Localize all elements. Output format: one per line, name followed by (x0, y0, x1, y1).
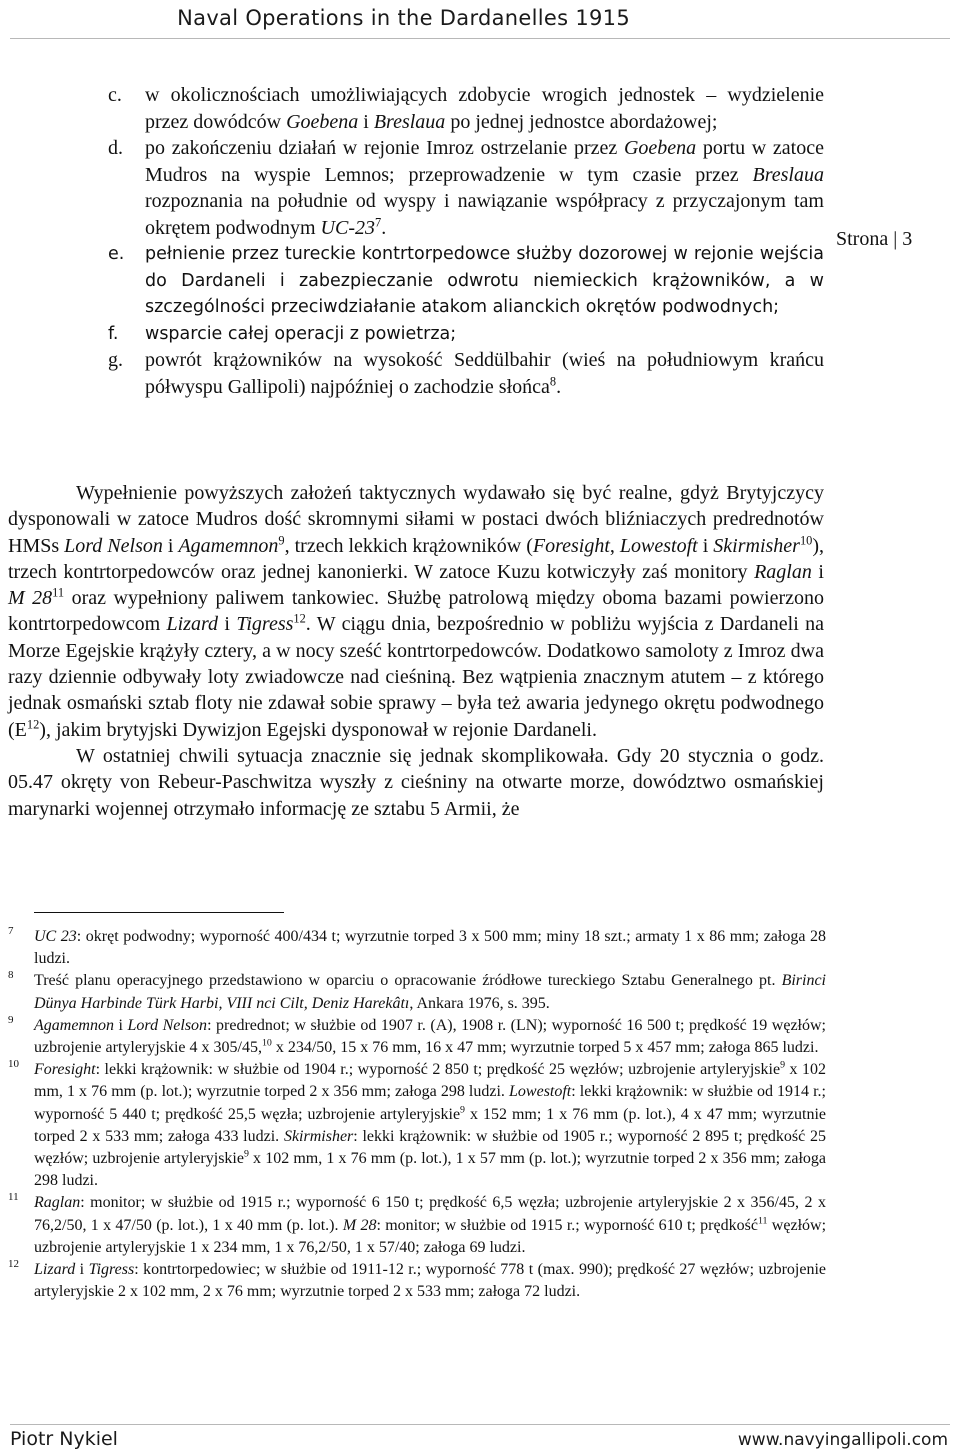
footnotes (8, 926, 826, 1303)
page-header (0, 0, 960, 40)
page-number-marker: Strona | 3 (836, 228, 913, 250)
list-item-text: po zakończeniu działań w rejonie Imroz ostrzelanie przez Goebena portu w zatoce Mudros na wyspie Lemnos; przeprowadzenie w tym czasie przez Breslaua rozpoznania na południe od wyspy i nawiązanie współpracy z przyczajonym tam okrętem podwodnym $UC-23^7$. (145, 137, 824, 239)
footer-rule (10, 1424, 950, 1425)
list-item-text: powrót krążowników na wysokość Seddülbahir (wieś na południowym krańcu półwyspu Gallipoli) najpóźniej o zachodzie słońca$^8$. (145, 349, 824, 398)
list-item-label: c. (108, 84, 122, 106)
footnote (8, 1059, 826, 1192)
footnote (8, 970, 826, 1014)
list-item (108, 347, 824, 400)
footer-website-link[interactable]: www.navyingallipoli.com (737, 1430, 948, 1450)
list-item (108, 321, 824, 348)
header-title: Naval Operations in the Dardanelles 1915 (177, 6, 630, 30)
footnote-number: 8 (8, 969, 14, 982)
list-item-label: e. (108, 244, 125, 264)
footnote-text: UC 23: okręt podwodny; wyporność 400/434 t; wyrzutnie torped 3 x 500 mm; miny 18 szt.; armaty 1 x 86 mm; załoga 28 ludzi. (34, 928, 826, 968)
footnote-text: Treść planu operacyjnego przedstawiono w oparciu o opracowanie źródłowe tureckiego Sztabu Generalnego pt. Birinci Dünya Harbinde Türk Harbi, VIII nci Cilt, Deniz Harekâtı, Ankara 1976, s. 395. (34, 972, 826, 1012)
footnote-number: 12 (8, 1258, 19, 1271)
footnote-separator (34, 912, 284, 913)
body-text (8, 480, 824, 822)
footnote-number: 7 (8, 925, 14, 937)
list-item-label: d. (108, 137, 123, 159)
footnote-text: Raglan: monitor; w służbie od 1915 r.; wyporność 6 150 t; prędkość 6,5 węzła; uzbrojenie artyleryjskie 2 x 356/45, 2 x 76,2/50, 1 x 47/50 (p. lot.), 1 x 40 mm (p. lot.). M 28: monitor; w służbie od 1915 r.; wyporność 610 t; prędkość$^{11}$ węzłów; uzbrojenie artyleryjskie 1 x 234 mm, 1 x 76,2/50, 1 x 57/40; załoga 69 ludzi. (34, 1194, 827, 1256)
footnote (8, 926, 826, 970)
footnote-text: Agamemnon i Lord Nelson: predrednot; w służbie od 1907 r. (A), 1908 r. (LN); wyporność 16 500 t; prędkość 19 węzłów; uzbrojenie artyleryjskie 4 x 305/45,10 x 234/50, 15 x 76 mm, 16 x 47 mm; wyrzutnie torped 5 x 457 mm; załoga 865 ludzi. (34, 1016, 826, 1057)
footer-author: Piotr Nykiel (10, 1428, 118, 1450)
list-item-text: w okolicznościach umożliwiających zdobycie wrogich jednostek – wydzielenie przez dowódców Goebena i Breslaua po jednej jednostce abordażowej; (145, 84, 824, 133)
header-rule (10, 38, 950, 39)
paragraph: Wypełnienie powyższych założeń taktycznych wydawało się być realne, gdyż Brytyjczycy dysponowali w zatoce Mudros dość skromnymi siłami w postaci dwóch bliźniaczych predrednotów HMSs Lord Nelson i Agamemnon$^9$, trzech lekkich krążowników (Foresight, Lowestoft i Skirmisher$^{10}$), trzech kontrtorpedowców oraz jednej kanonierki. W zatoce Kuzu kotwiczyły zaś monitory Raglan i M $28^{11}$ oraz wypełniony paliwem tankowiec. Służbę patrolową między oboma bazami powierzono kontrtorpedowcom Lizard i Tigress$^{12}$. W ciągu dnia, bezpośrednio w pobliżu wyjścia z Dardaneli na Morze Egejskie krążyły cztery, a w nocy sześć kontrtorpedowców. Dodatkowo samoloty z Imroz dwa razy dziennie odbywały loty zwiadowcze nad cieśniną. Bez wątpienia znacznym atutem – z którego jednak osmański sztab floty nie zdawał sobie sprawy – była też awaria jedynego okrętu podwodnego $(E^{12})$, jakim brytyjski Dywizjon Egejski dysponował w rejonie Dardaneli. (8, 482, 825, 741)
footnote (8, 1259, 826, 1303)
footnote-number: 11 (8, 1191, 19, 1204)
footnote-text: Lizard i Tigress: kontrtorpedowiec; w służbie od 1911-12 r.; wyporność 778 t (max. 990); prędkość 27 węzłów; uzbrojenie artyleryjskie 2 x 102 mm, 2 x 76 mm; wyrzutnie torped 2 x 533 mm; załoga 72 ludzi. (34, 1261, 827, 1301)
footnote-text: Foresight: lekki krążownik: w służbie od 1904 r.; wyporność 2 850 t; prędkość 25 węzłów; uzbrojenie artyleryjskie$^9$ x 102 mm, 1 x 76 mm (p. lot.); wyrzutnie torped 2 x 356 mm; załoga 298 ludzi. Lowestoft: lekki krążownik: w służbie od 1914 r.; wyporność 5 440 t; prędkość 25,5 węzła; uzbrojenie artyleryjskie$^9$ x 152 mm; 1 x 76 mm (p. lot.), 4 x 47 mm; wyrzutnie torped 2 x 533 mm; załoga 433 ludzi. Skirmisher: lekki krążownik: w służbie od 1905 r.; wyporność 2 895 t; prędkość 25 węzłów; uzbrojenie artyleryjskie$^9$ x 102 mm, 1 x 76 mm (p. lot.), 1 x 57 mm (p. lot.); wyrzutnie torped 2 x 356 mm; załoga 298 ludzi. (34, 1059, 827, 1190)
plan-list (108, 82, 824, 400)
footnote-number: 10 (8, 1058, 19, 1071)
footnote (8, 1192, 826, 1259)
list-item (108, 82, 824, 135)
list-item-text: wsparcie całej operacji z powietrza; (145, 323, 457, 344)
list-item-label: g. (108, 349, 123, 371)
footnote-number: 9 (8, 1013, 14, 1026)
list-item (108, 241, 824, 321)
paragraph: W ostatniej chwili sytuacja znacznie się jednak skomplikowała. Gdy 20 stycznia o godz. 05.47 okręty von Rebeur-Paschwitza wyszły z cieśniny na otwarte morze, dowództwo osmańskiej marynarki wojennej otrzymało informację ze sztabu 5 Armii, że (8, 744, 824, 820)
list-item (108, 135, 824, 241)
list-item-label: f. (108, 323, 119, 344)
page-footer (0, 1420, 960, 1455)
footnote (8, 1015, 826, 1059)
list-item-text: pełnienie przez tureckie kontrtorpedowce służby dozorowej w rejonie wejścia do Dardaneli i zabezpieczanie odwrotu niemieckich krążowników, a w szczególności przeciwdziałanie atakom alianckich okrętów podwodnych; (145, 244, 824, 317)
